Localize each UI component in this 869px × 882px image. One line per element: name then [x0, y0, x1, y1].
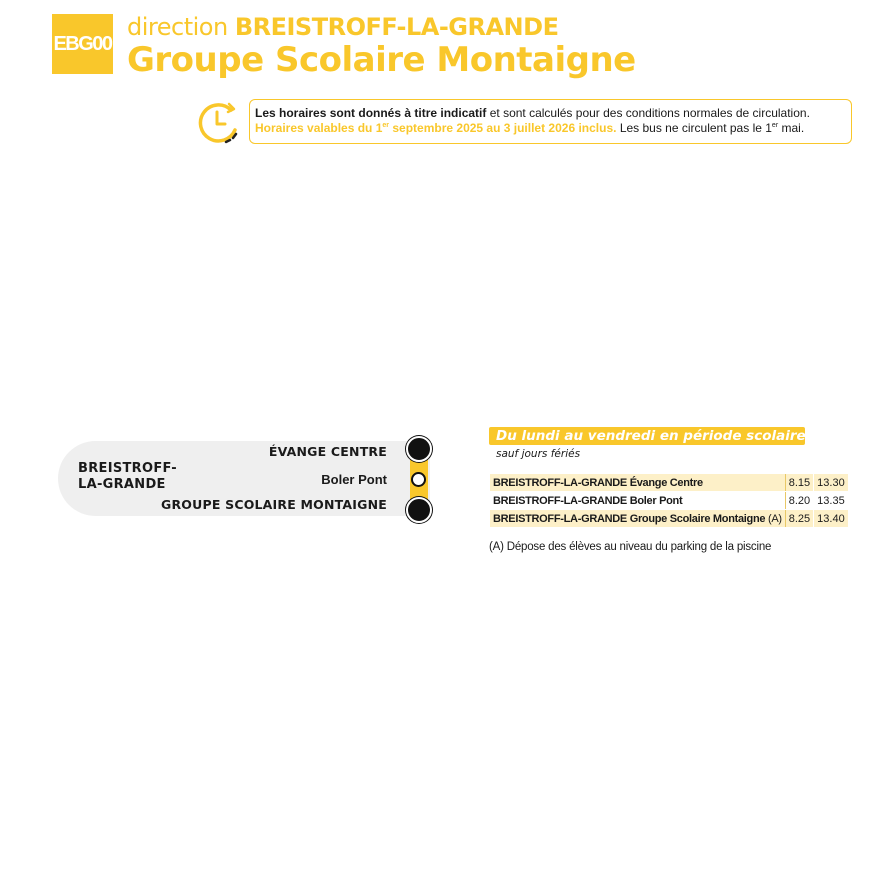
town-label [78, 461, 177, 493]
direction-line [127, 13, 558, 41]
row-stop [490, 492, 785, 510]
validity-sup-1: er [382, 122, 390, 129]
clock-icon [197, 100, 241, 144]
stop-marker-major [406, 436, 432, 462]
schedule-table [490, 474, 848, 528]
page-title: Groupe Scolaire Montaigne [127, 40, 636, 80]
validity-b: septembre 2025 au 3 juillet 2026 inclus. [389, 121, 617, 135]
no-service-sup: er [771, 122, 779, 129]
no-service-a: Les bus ne circulent pas le 1 [616, 121, 772, 135]
row-stop-name: BREISTROFF-LA-GRANDE Évange Centre [493, 476, 703, 489]
info-box [249, 99, 852, 144]
town-line-1: BREISTROFF- [78, 461, 177, 476]
info-line-2 [255, 121, 851, 136]
validity-a: Horaires valables du 1 [255, 121, 383, 135]
row-time: 8.20 [785, 492, 813, 510]
row-time: 8.15 [785, 474, 813, 492]
town-line-2: LA-GRANDE [78, 477, 166, 492]
table-row [490, 510, 848, 528]
stop-marker-major [406, 497, 432, 523]
row-stop-name: BREISTROFF-LA-GRANDE Groupe Scolaire Montaigne [493, 512, 766, 525]
row-stop [490, 474, 785, 492]
direction-prefix: direction [127, 13, 228, 41]
no-service-b: mai. [778, 121, 805, 135]
schedule-exception: sauf jours fériés [496, 448, 581, 460]
row-stop-name: BREISTROFF-LA-GRANDE Boler Pont [493, 494, 683, 507]
table-row [490, 474, 848, 492]
row-time: 13.40 [814, 510, 848, 528]
row-time: 8.25 [785, 510, 813, 528]
stop-label-groupe-scolaire: GROUPE SCOLAIRE MONTAIGNE [161, 497, 387, 512]
line-badge: EBG00 [52, 14, 113, 74]
row-stop [490, 510, 785, 528]
stop-label-evange-centre: ÉVANGE CENTRE [268, 444, 387, 459]
stop-marker-minor [411, 472, 426, 487]
row-time: 13.35 [814, 492, 848, 510]
row-time: 13.30 [814, 474, 848, 492]
table-row [490, 492, 848, 510]
row-stop-note: (A) [765, 512, 782, 525]
footnote: (A) Dépose des élèves au niveau du parking de la piscine [489, 541, 772, 553]
info-conditions: et sont calculés pour des conditions normales de circulation. [486, 106, 810, 120]
schedule-period: Du lundi au vendredi en période scolaire [489, 427, 805, 445]
stop-label-boler-pont: Boler Pont [321, 472, 387, 487]
direction-destination: BREISTROFF-LA-GRANDE [234, 13, 559, 41]
info-indicative: Les horaires sont donnés à titre indicatif [255, 106, 487, 120]
info-line-1 [255, 106, 851, 121]
